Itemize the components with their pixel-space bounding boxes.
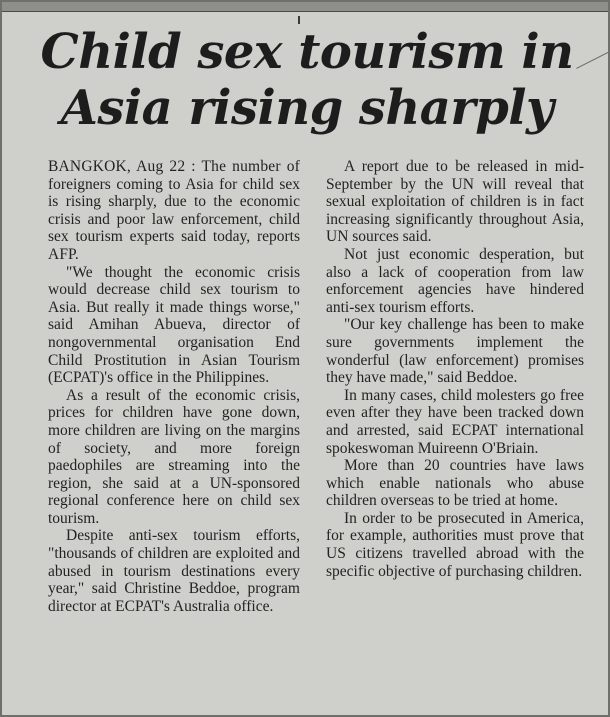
left-column	[48, 158, 300, 615]
paragraph: More than 20 countries have laws which enable nationals who abuse children overseas to be tried at home.	[326, 457, 584, 510]
paragraph: "Our key challenge has been to make sure governments implement the wonderful (law enforcement) promises they have made," said Beddoe.	[326, 316, 584, 387]
paragraph: In order to be prosecuted in America, for example, authorities must prove that US citizens travelled abroad with the specific objective of purchasing children.	[326, 509, 584, 580]
paragraph: In many cases, child molesters go free even after they have been tracked down and arrested, said ECPAT international spokeswoman Muireenn O'Briain.	[326, 386, 584, 457]
top-border-rule	[2, 2, 610, 12]
paragraph: BANGKOK, Aug 22 : The number of foreigners coming to Asia for child sex is rising sharply, due to the economic crisis and poor law enforcement, child sex tourism experts said today, reports AFP.	[48, 158, 300, 263]
headline-line-1: Child sex tourism in	[40, 24, 574, 80]
paragraph: A report due to be released in mid-September by the UN will reveal that sexual exploitation of children is in fact increasing significantly throughout Asia, UN sources said.	[326, 158, 584, 246]
paragraph: Not just economic desperation, but also a lack of cooperation from law enforcement agencies have hindered anti-sex tourism efforts.	[326, 245, 584, 316]
paragraph: As a result of the economic crisis, prices for children have gone down, more children are living on the margins of society, and more foreign paedophiles are streaming into the region, she said at a UN-sponsored regional conference here on child sex tourism.	[48, 386, 300, 527]
headline-line-2: Asia rising sharply	[60, 80, 554, 136]
column-marker	[298, 16, 300, 24]
headline	[12, 24, 602, 136]
paragraph: Despite anti-sex tourism efforts, "thousands of children are exploited and abused in tourism destinations every year," said Christine Beddoe, program director at ECPAT's Australia office.	[48, 527, 300, 615]
paragraph: "We thought the economic crisis would decrease child sex tourism to Asia. But really it made things worse," said Amihan Abueva, director of nongovernmental organisation End Child Prostitution in Asian Tourism (ECPAT)'s office in the Philippines.	[48, 263, 300, 387]
right-column	[326, 158, 584, 580]
